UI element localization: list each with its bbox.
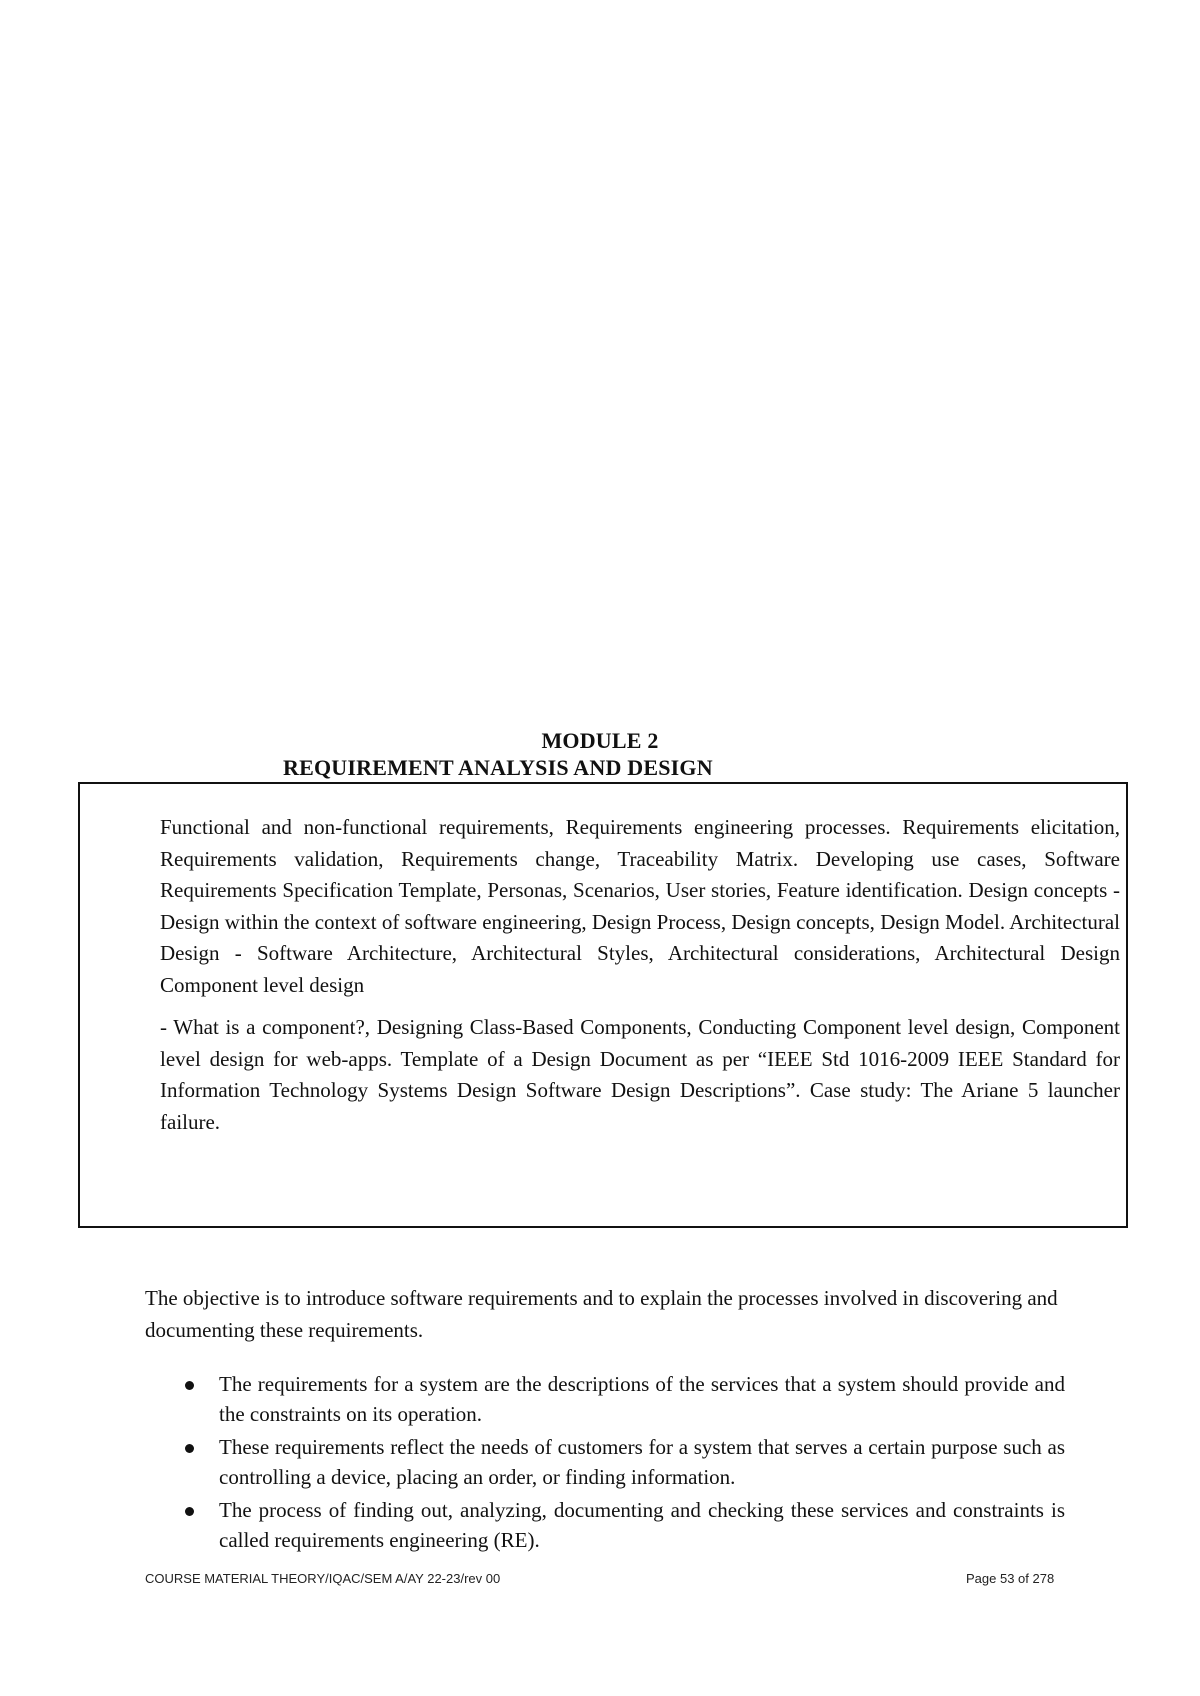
syllabus-paragraph-1: Functional and non-functional requirements, Requirements engineering processes. Requirements elicitation, Requirements validation, Requirements change, Traceability Matrix. Developing use cases, Software Requirements Specification Template, Personas, Scenarios, User stories, Feature identification. Design concepts - Design within the context of software engineering, Design Process, Design concepts, Design Model. Architectural Design - Software Architecture, Architectural Styles, Architectural considerations, Architectural Design Component level design [160,815,1120,997]
list-item-text: These requirements reflect the needs of customers for a system that serves a certain purpose such as controlling a device, placing an order, or finding information. [219,1435,1065,1489]
syllabus-box [78,782,1128,1228]
syllabus-paragraph-2: - What is a component?, Designing Class-Based Components, Conducting Component level design, Component level design for web-apps. Template of a Design Document as per “IEEE Std 1016-2009 IEEE Standard for Information Technology Systems Design Software Design Descriptions”. Case study: The Ariane 5 launcher failure. [160,1015,1120,1134]
objective-paragraph: The objective is to introduce software requirements and to explain the processes involved in discovering and documenting these requirements. [145,1286,1058,1342]
module-subtitle: REQUIREMENT ANALYSIS AND DESIGN [283,755,713,780]
list-item-text: The requirements for a system are the descriptions of the services that a system should provide and the constraints on its operation. [219,1372,1065,1426]
bullet-dot-icon [185,1507,194,1516]
bullet-dot-icon [185,1381,194,1390]
requirements-bullet-list [145,1369,1065,1558]
list-item [145,1369,1065,1429]
syllabus-text [160,812,1120,1138]
module-title: MODULE 2 [541,728,659,753]
list-item [145,1432,1065,1492]
footer-course-material: COURSE MATERIAL THEORY/IQAC/SEM A/AY 22-23/rev 00 [145,1571,501,1586]
list-item-text: The process of finding out, analyzing, documenting and checking these services and constraints is called requirements engineering (RE). [219,1498,1065,1552]
bullet-dot-icon [185,1444,194,1453]
footer-page-number: Page 53 of 278 [966,1571,1055,1586]
list-item [145,1495,1065,1555]
